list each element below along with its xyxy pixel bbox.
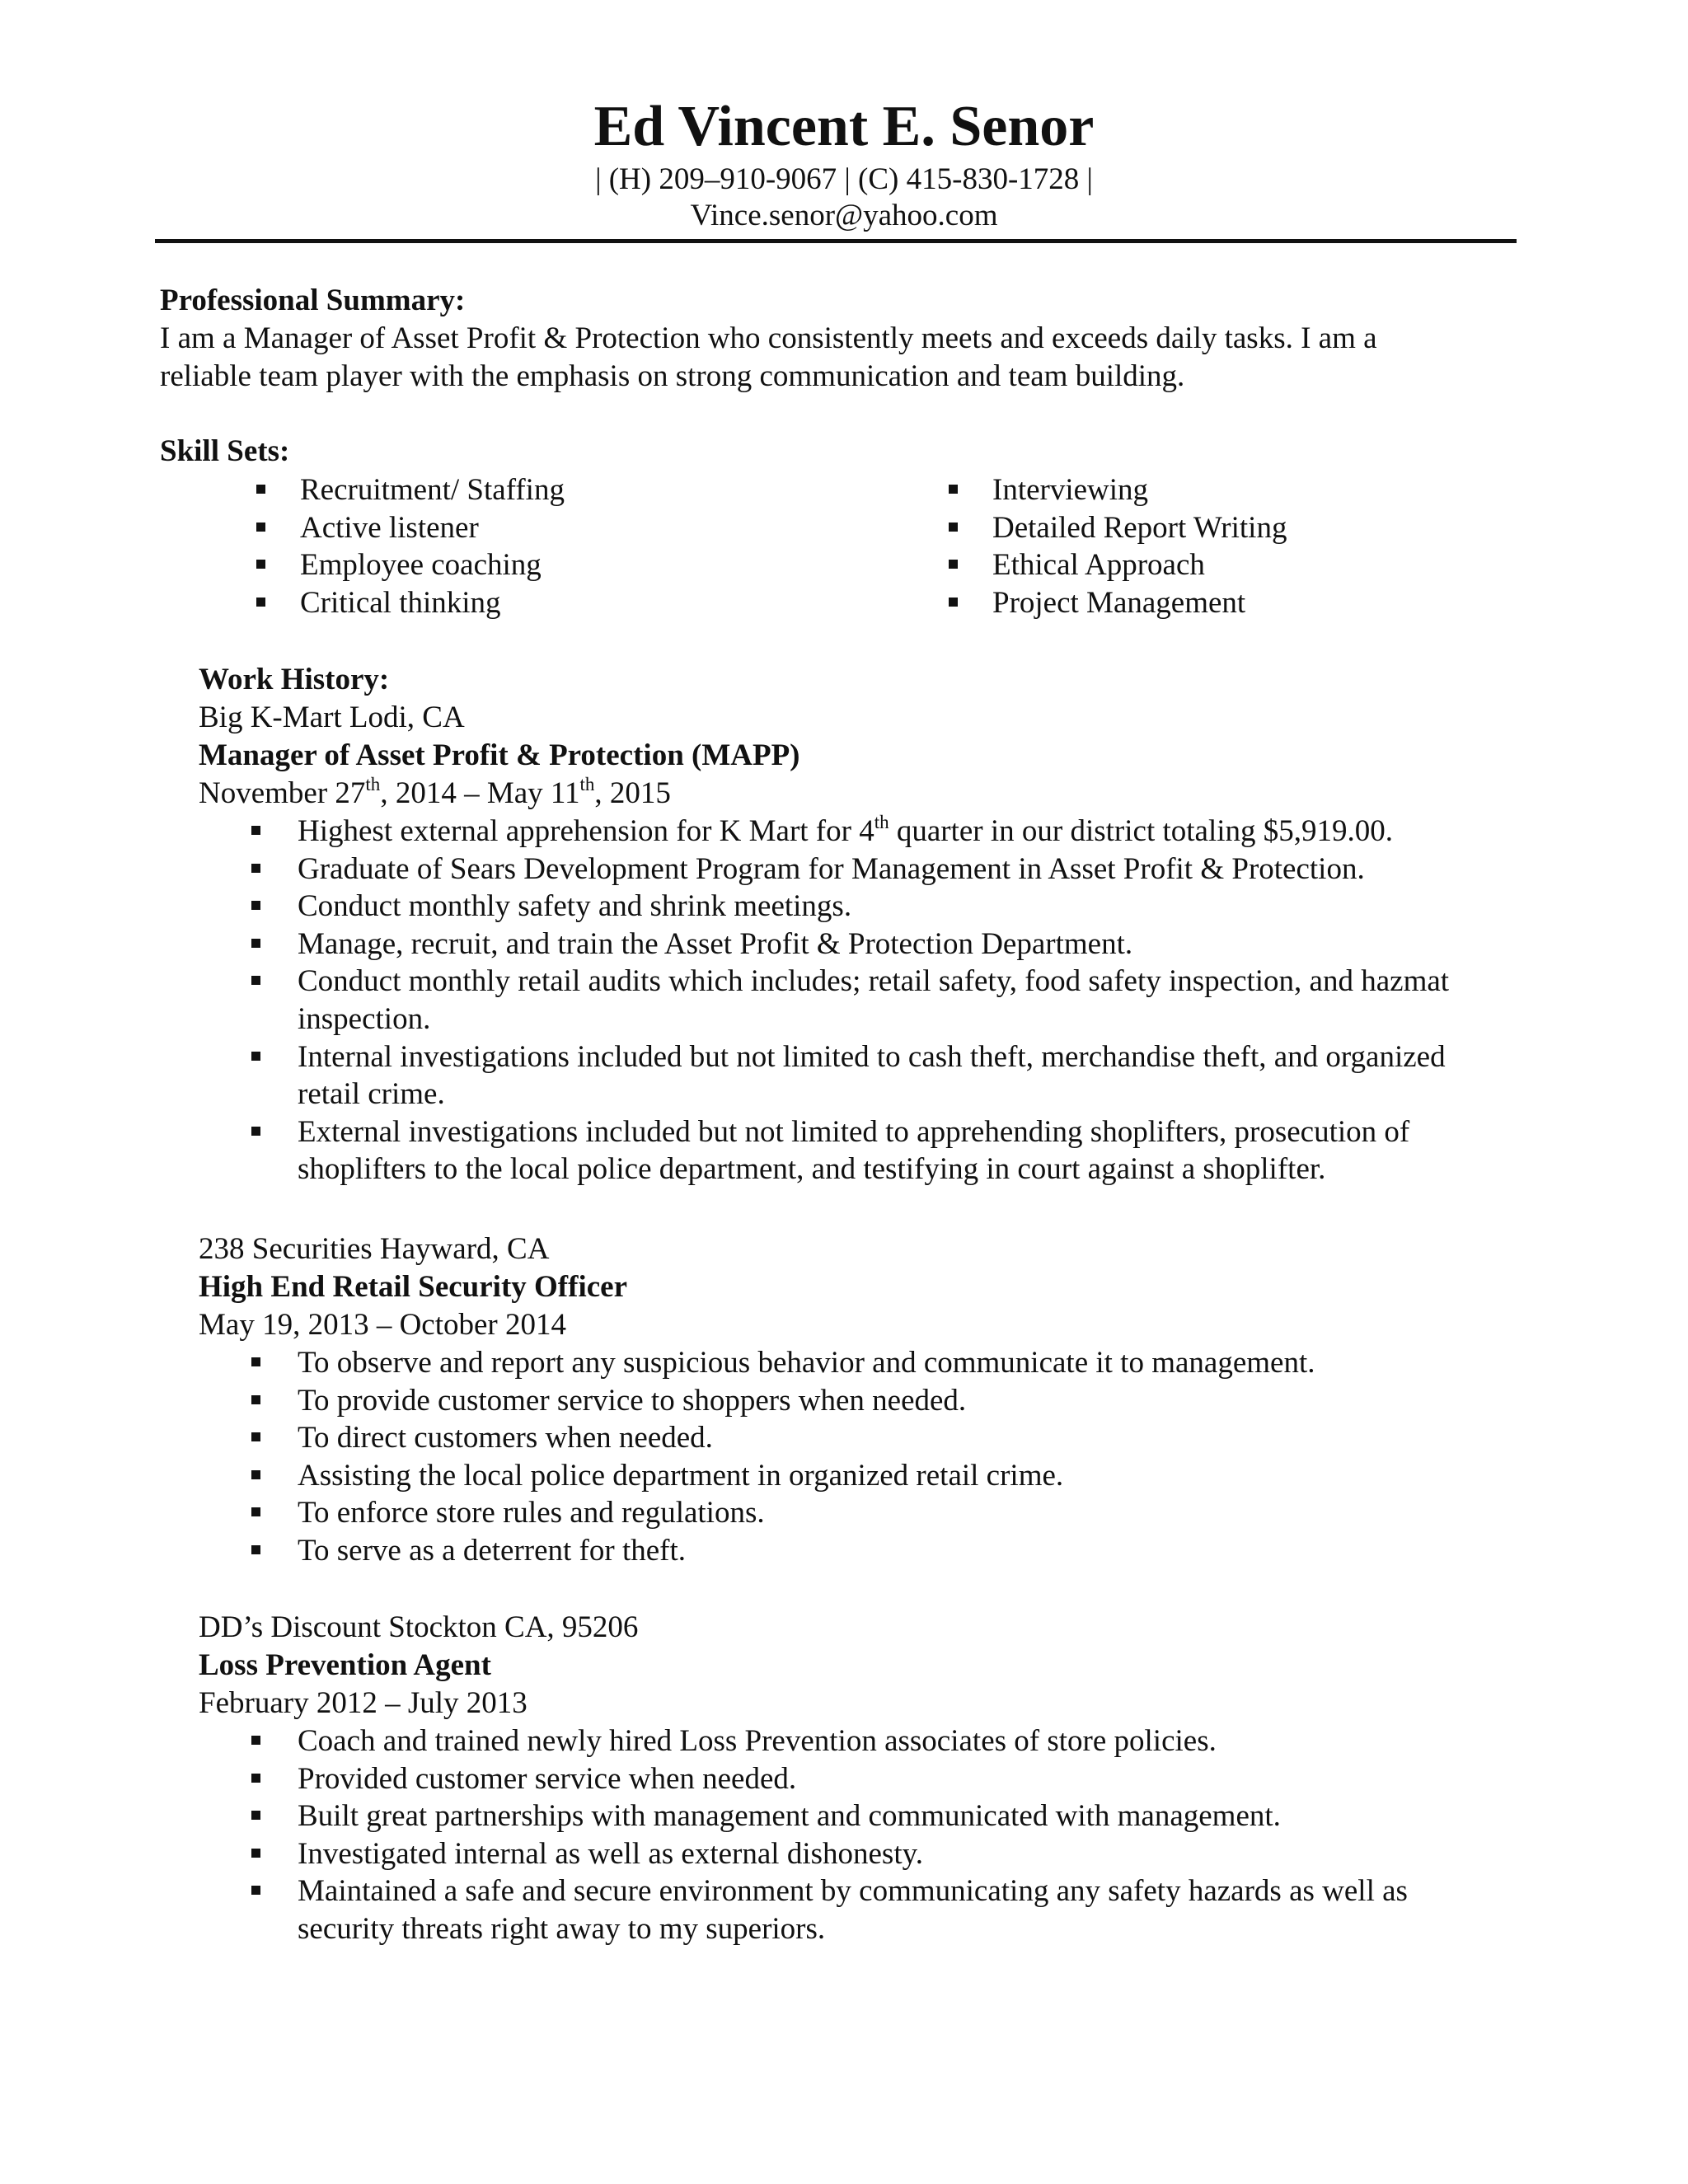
square-bullet-icon [949, 485, 958, 494]
list-item: Maintained a safe and secure environment by communicating any safety hazards as well as security threats right away to my superiors. [199, 1872, 1484, 1947]
square-bullet-icon [949, 560, 958, 569]
square-bullet-icon [251, 901, 260, 910]
skill-item: Ethical Approach [852, 546, 1528, 584]
work-history-heading: Work History: [199, 663, 390, 696]
skills-right-list [852, 471, 1528, 621]
square-bullet-icon [251, 1395, 260, 1404]
square-bullet-icon [949, 523, 958, 532]
list-item: Highest external apprehension for K Mart for 4th quarter in our district totaling $5,919.00. [199, 813, 1484, 851]
summary-line-2: reliable team player with the emphasis on strong communication and team building. [160, 359, 1185, 393]
job-dates: May 19, 2013 – October 2014 [199, 1308, 566, 1342]
square-bullet-icon [251, 1736, 260, 1745]
skill-item: Project Management [852, 584, 1528, 622]
summary-line-1: I am a Manager of Asset Profit & Protection who consistently meets and exceeds daily tasks. I am a [160, 321, 1377, 355]
list-item: Internal investigations included but not limited to cash theft, merchandise theft, and organized retail crime. [199, 1038, 1484, 1113]
skills-left-list [160, 471, 836, 621]
square-bullet-icon [251, 1849, 260, 1858]
list-item: To direct customers when needed. [199, 1419, 1484, 1457]
job-company: DD’s Discount Stockton CA, 95206 [199, 1610, 639, 1644]
list-item: Built great partnerships with management and communicated with management. [199, 1797, 1484, 1835]
square-bullet-icon [251, 1052, 260, 1061]
square-bullet-icon [251, 1507, 260, 1516]
job-duties-list [199, 813, 1484, 1188]
job-dates: November 27th, 2014 – May 11th, 2015 [199, 774, 671, 810]
square-bullet-icon [251, 1811, 260, 1820]
skill-item: Employee coaching [160, 546, 836, 584]
job-company: 238 Securities Hayward, CA [199, 1232, 550, 1266]
job-title: Loss Prevention Agent [199, 1648, 491, 1682]
skill-item: Critical thinking [160, 584, 836, 622]
skill-item: Active listener [160, 509, 836, 547]
list-item: Graduate of Sears Development Program for Management in Asset Profit & Protection. [199, 851, 1484, 888]
job-duties-list [199, 1722, 1484, 1948]
candidate-name: Ed Vincent E. Senor [593, 95, 1095, 158]
list-item: Conduct monthly safety and shrink meetings. [199, 888, 1484, 926]
square-bullet-icon [251, 1886, 260, 1895]
summary-heading: Professional Summary: [160, 284, 466, 317]
square-bullet-icon [251, 1127, 260, 1136]
job-dates: February 2012 – July 2013 [199, 1686, 528, 1720]
list-item: To observe and report any suspicious behavior and communicate it to management. [199, 1344, 1484, 1382]
square-bullet-icon [251, 939, 260, 948]
list-item: Assisting the local police department in organized retail crime. [199, 1457, 1484, 1495]
list-item: To serve as a deterrent for theft. [199, 1532, 1484, 1570]
square-bullet-icon [251, 1432, 260, 1441]
square-bullet-icon [251, 864, 260, 873]
square-bullet-icon [251, 1357, 260, 1366]
list-item: Investigated internal as well as external dishonesty. [199, 1835, 1484, 1873]
phone-numbers: | (H) 209–910-9067 | (C) 415-830-1728 | [595, 162, 1093, 196]
list-item: To provide customer service to shoppers when needed. [199, 1382, 1484, 1420]
list-item: Coach and trained newly hired Loss Prevention associates of store policies. [199, 1722, 1484, 1760]
skill-item: Interviewing [852, 471, 1528, 509]
skill-item: Detailed Report Writing [852, 509, 1528, 547]
job-title: Manager of Asset Profit & Protection (MAPP) [199, 738, 800, 772]
square-bullet-icon [256, 523, 265, 532]
square-bullet-icon [251, 1470, 260, 1479]
square-bullet-icon [251, 1545, 260, 1554]
job-company: Big K-Mart Lodi, CA [199, 701, 465, 734]
email-address: Vince.senor@yahoo.com [690, 199, 998, 232]
square-bullet-icon [949, 598, 958, 607]
list-item: External investigations included but not limited to apprehending shoplifters, prosecution of shoplifters to the local police department, and testifying in court against a shoplifter. [199, 1113, 1484, 1188]
skills-heading: Skill Sets: [160, 434, 290, 468]
list-item: Manage, recruit, and train the Asset Profit & Protection Department. [199, 926, 1484, 963]
list-item: To enforce store rules and regulations. [199, 1494, 1484, 1532]
list-item: Conduct monthly retail audits which includes; retail safety, food safety inspection, and hazmat inspection. [199, 963, 1484, 1038]
job-duties-list [199, 1344, 1484, 1570]
square-bullet-icon [251, 1774, 260, 1783]
square-bullet-icon [256, 485, 265, 494]
square-bullet-icon [256, 598, 265, 607]
job-title: High End Retail Security Officer [199, 1270, 627, 1304]
square-bullet-icon [251, 826, 260, 835]
skill-item: Recruitment/ Staffing [160, 471, 836, 509]
square-bullet-icon [256, 560, 265, 569]
list-item: Provided customer service when needed. [199, 1760, 1484, 1798]
square-bullet-icon [251, 976, 260, 985]
header-divider [155, 239, 1517, 243]
